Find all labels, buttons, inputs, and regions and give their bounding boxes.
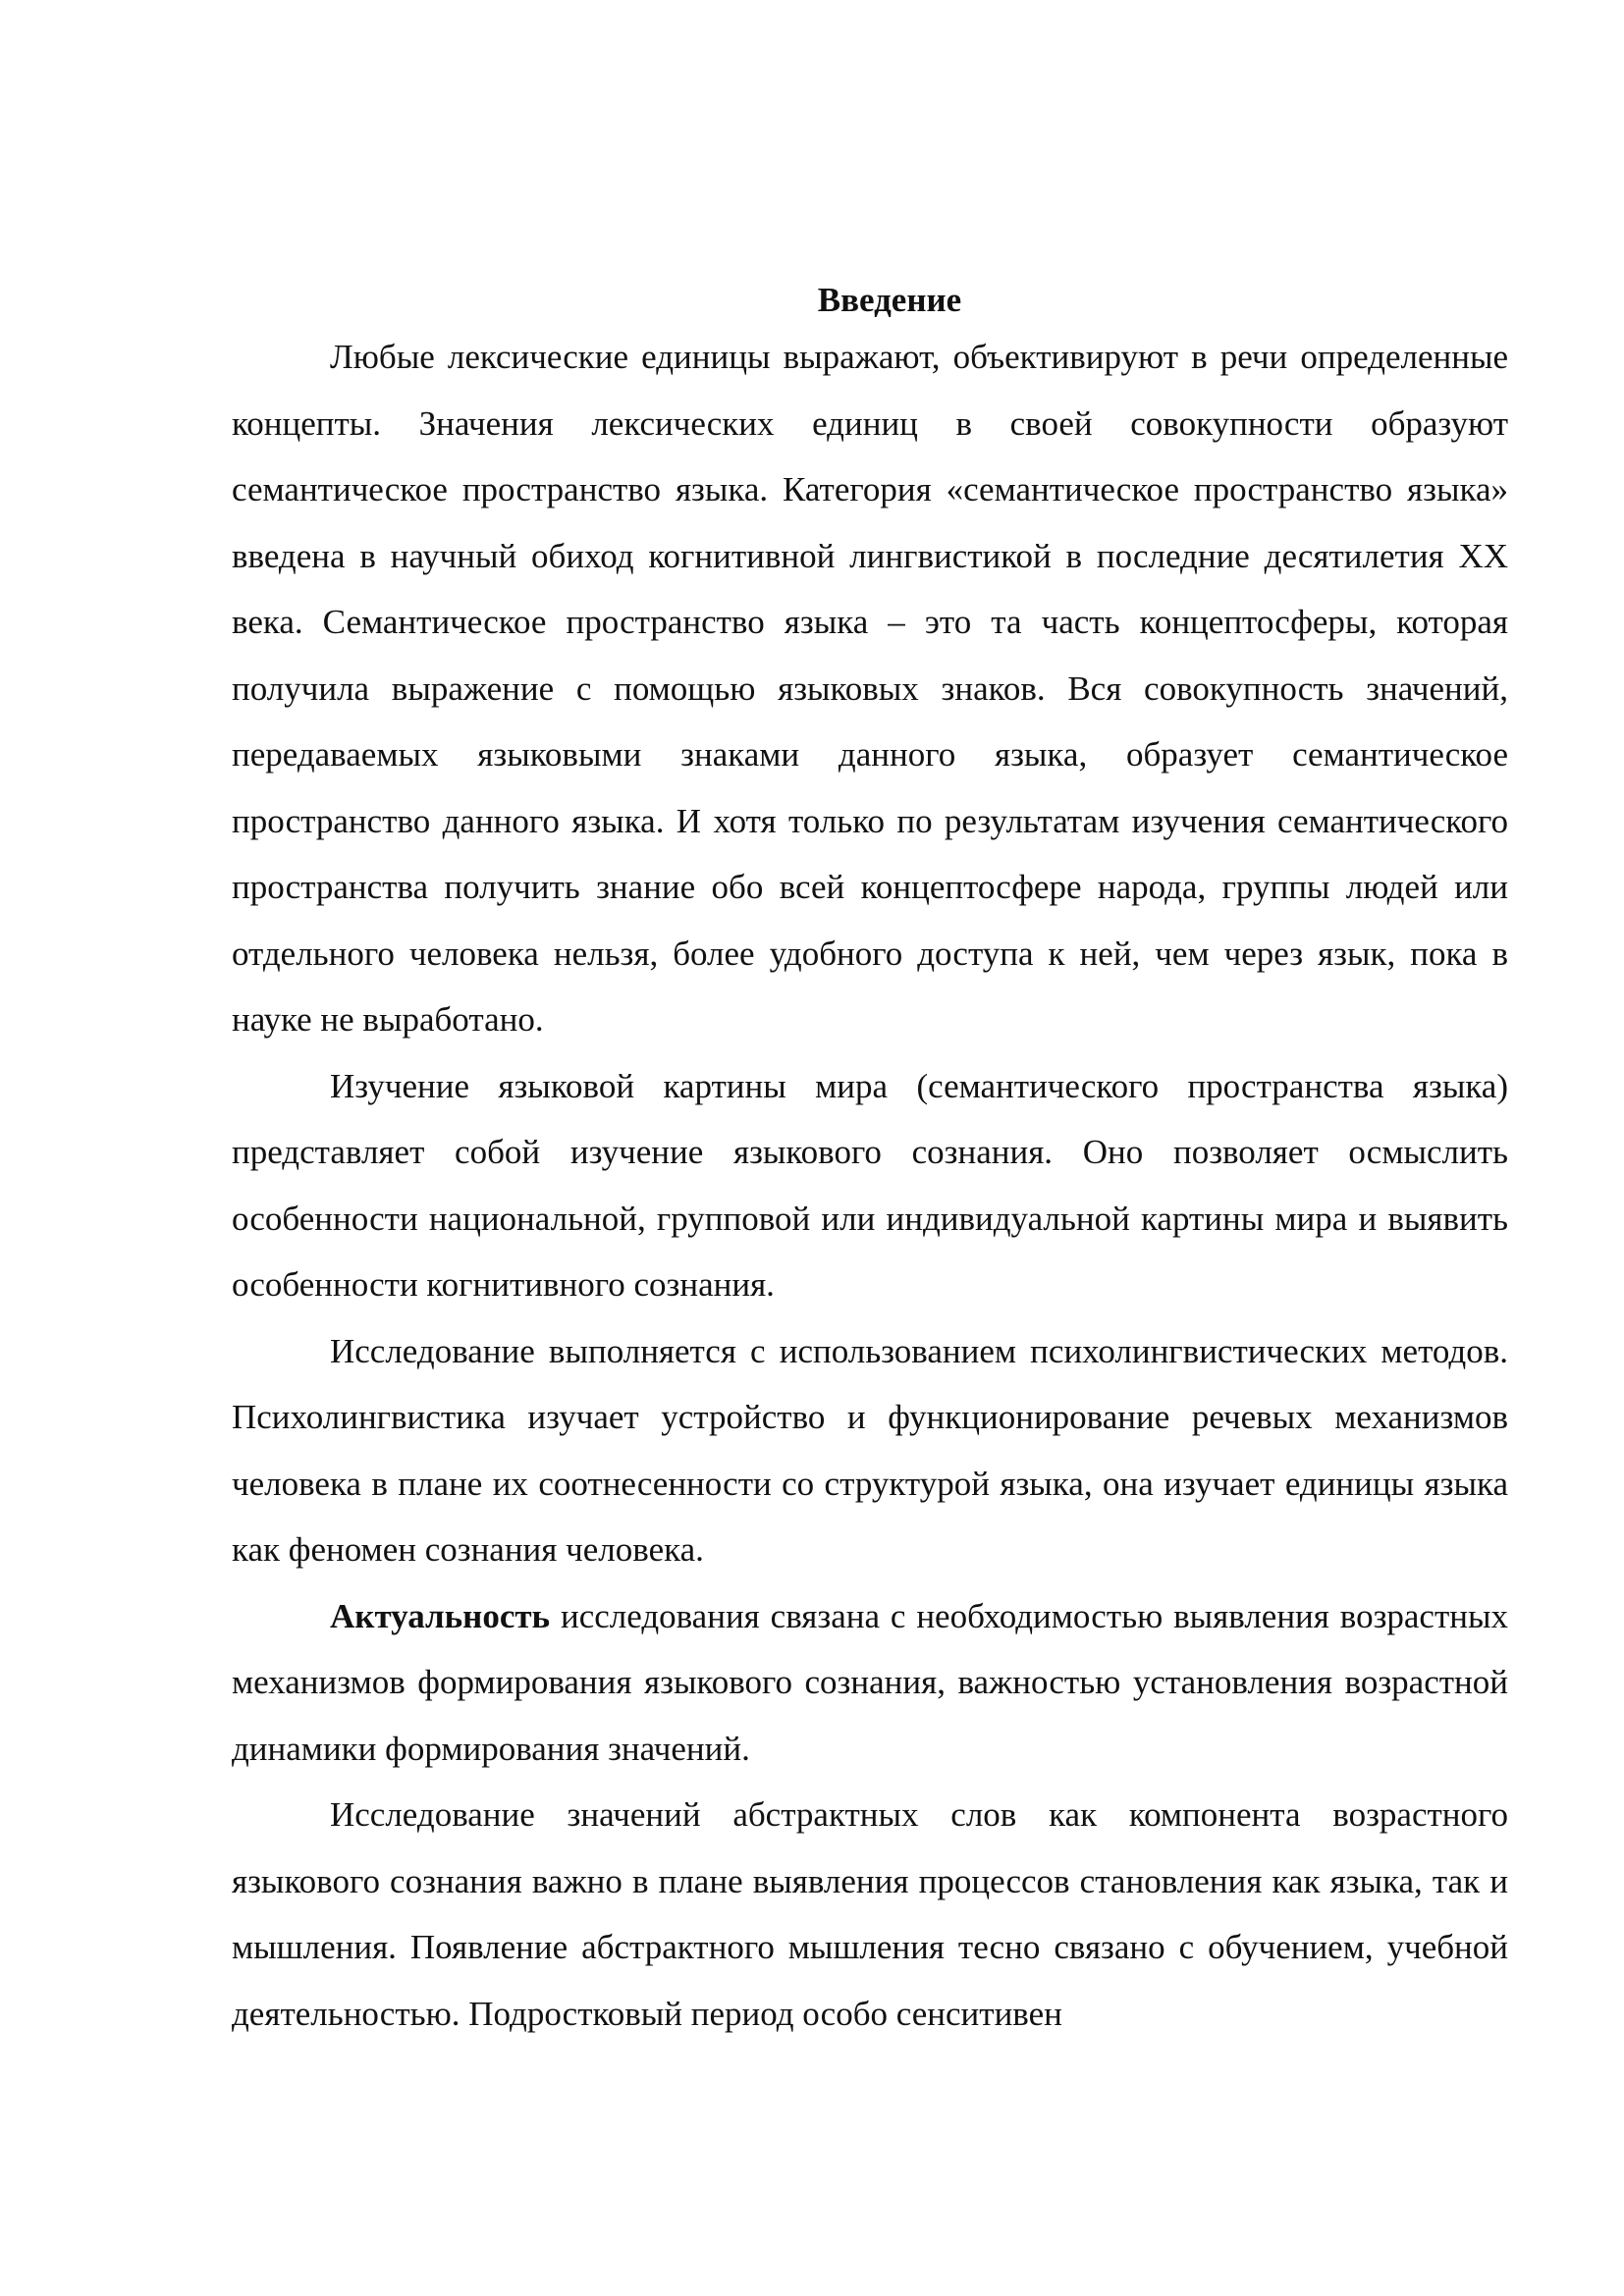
paragraph-lead-term: Актуальность bbox=[330, 1596, 551, 1635]
paragraph-3 bbox=[232, 1318, 1508, 1583]
paragraph-4 bbox=[232, 1583, 1508, 1783]
paragraph-text: Любые лексические единицы выражают, объективируют в речи определенные концепты. Значения лексических единиц в своей совокупности образуют семантическое пространство языка. Категория «семантическое пространство языка» введена в научный обиход когнитивной лингвистикой в последние десятилетия XX века. Семантическое пространство языка – это та часть концептосферы, которая получила выражение с помощью языковых знаков. Вся совокупность значений, передаваемых языковыми знаками данного языка, образует семантическое пространство данного языка. И хотя только по результатам изучения семантического пространства получить знание обо всей концептосфере народа, группы людей или отдельного человека нельзя, более удобного доступа к ней, чем через язык, пока в науке не выработано. bbox=[232, 338, 1508, 1039]
paragraph-2 bbox=[232, 1053, 1508, 1318]
paragraph-text: Исследование значений абстрактных слов как компонента возрастного языкового сознания важно в плане выявления процессов становления как языка, так и мышления. Появление абстрактного мышления тесно связано с обучением, учебной деятельностью. Подростковый период особо сенситивен bbox=[232, 1795, 1508, 2033]
paragraph-1 bbox=[232, 324, 1508, 1053]
page-title: Введение bbox=[817, 281, 962, 319]
paragraph-text: Исследование выполняется с использованием психолингвистических методов. Психолингвистика изучает устройство и функционирование речевых механизмов человека в плане их соотнесенности со структурой языка, она изучает единицы языка как феномен сознания человека. bbox=[232, 1331, 1508, 1569]
paragraph-text: Изучение языковой картины мира (семантического пространства языка) представляет собой изучение языкового сознания. Оно позволяет осмыслить особенности национальной, групповой или индивидуальной картины мира и выявить особенности когнитивного сознания. bbox=[232, 1066, 1508, 1304]
paragraph-5 bbox=[232, 1782, 1508, 2047]
document-body bbox=[232, 280, 1508, 2047]
paragraph-text: исследования связана с необходимостью выявления возрастных механизмов формирования языкового сознания, важностью установления возрастной динамики формирования значений. bbox=[232, 1596, 1508, 1768]
